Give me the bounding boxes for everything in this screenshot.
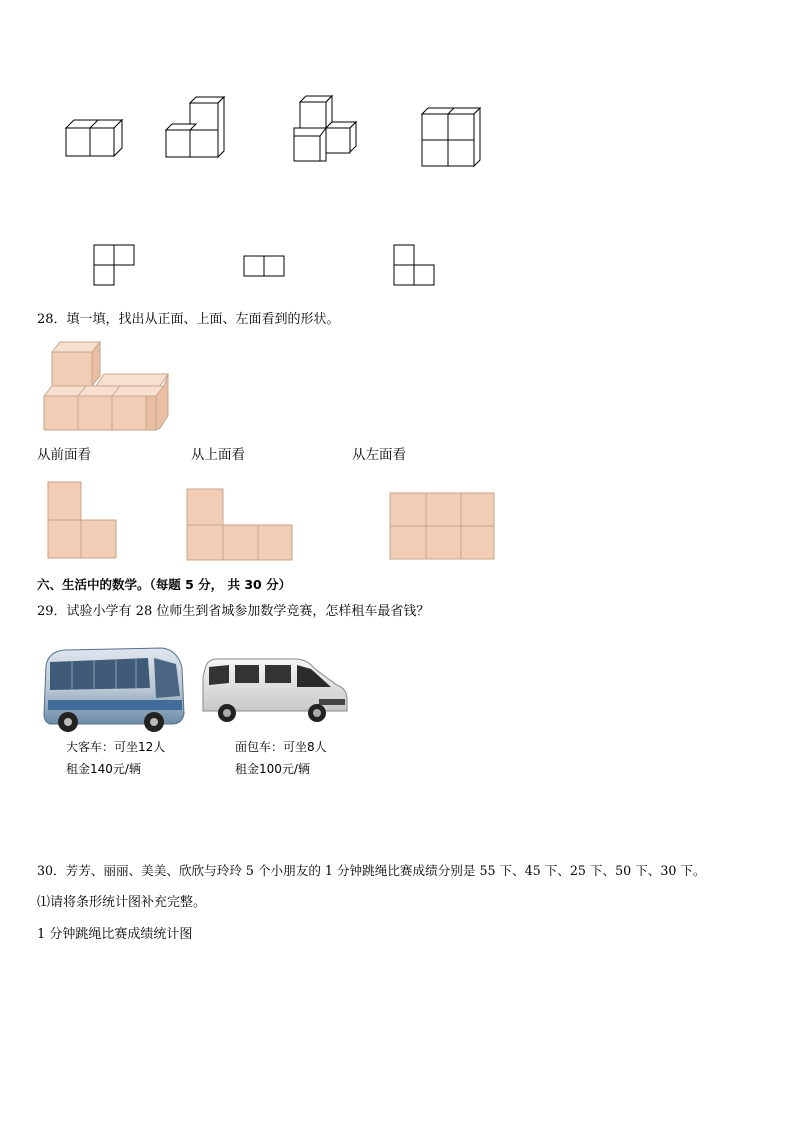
bus-rent: 租金140元/辆 [66, 762, 141, 776]
chart-title: 1 分钟跳绳比赛成绩统计图 [37, 927, 193, 942]
shaded-cube-figure [40, 338, 172, 434]
cube-figure-3 [290, 94, 362, 162]
van-image [199, 655, 349, 727]
cube-figure-1 [60, 110, 130, 160]
view-label-left: 从左面看 [352, 447, 406, 463]
view-shape-1 [93, 244, 137, 288]
front-view-answer [47, 481, 119, 561]
view-label-front: 从前面看 [37, 447, 91, 463]
question-28-title: 28．填一填，找出从正面、上面、左面看到的形状。 [37, 312, 340, 327]
view-shape-2 [243, 255, 287, 279]
left-view-answer [389, 492, 497, 562]
view-label-top: 从上面看 [191, 447, 245, 463]
bus-capacity: 大客车：可坐12人 [66, 740, 166, 754]
van-rent: 租金100元/辆 [235, 762, 310, 776]
cube-figure-2 [162, 97, 232, 161]
top-view-answer [186, 488, 294, 562]
question-30-part-1: ⑴请将条形统计图补充完整。 [37, 895, 207, 910]
bus-image [42, 644, 186, 736]
section-6-title: 六、生活中的数学。（每题 5 分， 共 30 分） [37, 577, 292, 592]
view-shape-3 [393, 244, 437, 288]
van-capacity: 面包车：可坐8人 [235, 740, 327, 754]
cube-figure-4 [418, 104, 488, 170]
question-29-title: 29．试验小学有 28 位师生到省城参加数学竞赛，怎样租车最省钱？ [37, 604, 430, 619]
question-30-title: 30．芳芳、丽丽、美美、欣欣与玲玲 5 个小朋友的 1 分钟跳绳比赛成绩分别是 55 下、45 下、25 下、50 下、30 下。 [37, 863, 706, 878]
